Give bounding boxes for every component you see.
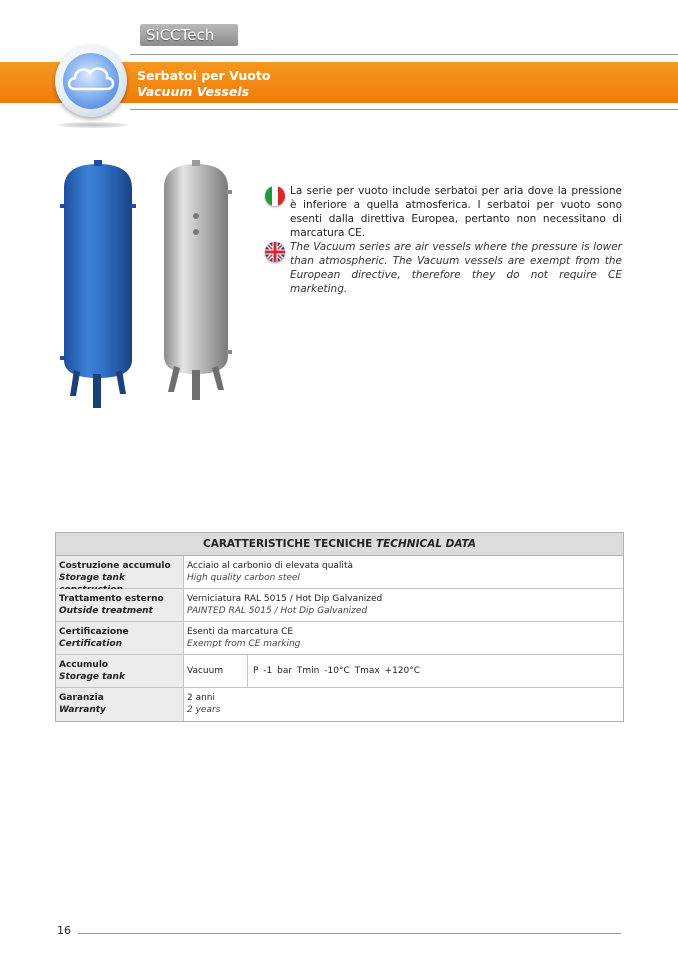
galvanized-vacuum-tank-image [158, 160, 234, 400]
table-row [56, 589, 623, 622]
row-value [184, 589, 623, 621]
company-logo: SiCCTech [140, 24, 238, 46]
cloud-icon [55, 45, 127, 117]
table-row [56, 688, 623, 721]
footer-rule [78, 933, 621, 934]
label-en: Warranty [59, 705, 106, 715]
row-label [56, 688, 184, 721]
label-it: Trattamento esterno [59, 594, 164, 604]
value-it: 2 anni [187, 693, 216, 703]
value-en: 2 years [187, 705, 221, 715]
value-it: Verniciatura RAL 5015 / Hot Dip Galvanized [187, 594, 383, 604]
blue-vacuum-tank-image [60, 160, 136, 410]
section-emblem-icon [55, 45, 127, 117]
description-italian: La serie per vuoto include serbatoi per aria dove la pressione è inferiore a quella atmosferica. I serbatoi per vuoto sono esenti dalla direttiva Europea, pertanto non necessitano di marcatura CE. [290, 185, 622, 239]
value-en: PAINTED RAL 5015 / Hot Dip Galvanized [187, 606, 368, 616]
storage-type-value: Vacuum [184, 655, 248, 687]
label-it: Garanzia [59, 693, 104, 703]
description-english: The Vacuum series are air vessels where the pressure is lower than atmospheric. The Vacuum vessels are exempt from the European directive, therefore they do not require CE marketing. [290, 241, 622, 295]
value-it: Acciaio al carbonio di elevata qualità [187, 561, 353, 571]
page-number: 16 [57, 924, 71, 937]
label-en: Outside treatment [59, 606, 153, 616]
table-header [56, 533, 623, 556]
label-it: Certificazione [59, 627, 129, 637]
row-value [184, 622, 623, 654]
header-top-rule [130, 54, 678, 55]
table-title-it: CARATTERISTICHE TECNICHE [203, 538, 373, 550]
uk-flag-icon [265, 242, 285, 262]
row-label [56, 589, 184, 621]
emblem-shadow [58, 122, 128, 128]
page-title-it: Serbatoi per Vuoto [137, 68, 271, 83]
row-label [56, 655, 184, 687]
label-it: Accumulo [59, 660, 109, 670]
table-row [56, 655, 623, 688]
value-en: High quality carbon steel [187, 573, 300, 583]
row-label [56, 622, 184, 654]
label-en: Certification [59, 639, 123, 649]
value-en: Exempt from CE marking [187, 639, 301, 649]
value-it: Esenti da marcatura CE [187, 627, 294, 637]
header-bottom-rule [130, 109, 678, 110]
row-value [184, 556, 623, 588]
row-label [56, 556, 184, 588]
italy-flag-icon [265, 186, 285, 206]
row-value [184, 688, 623, 721]
table-row [56, 622, 623, 655]
technical-data-table [55, 532, 624, 722]
label-it: Costruzione accumulo [59, 561, 171, 571]
page-title-en: Vacuum Vessels [137, 84, 250, 99]
storage-spec-value: P -1 bar Tmin -10°C Tmax +120°C [253, 666, 421, 676]
table-title-en: TECHNICAL DATA [375, 538, 476, 550]
label-en: Storage tank [59, 672, 125, 682]
table-row [56, 556, 623, 589]
label-en: Storage tank [59, 573, 125, 583]
